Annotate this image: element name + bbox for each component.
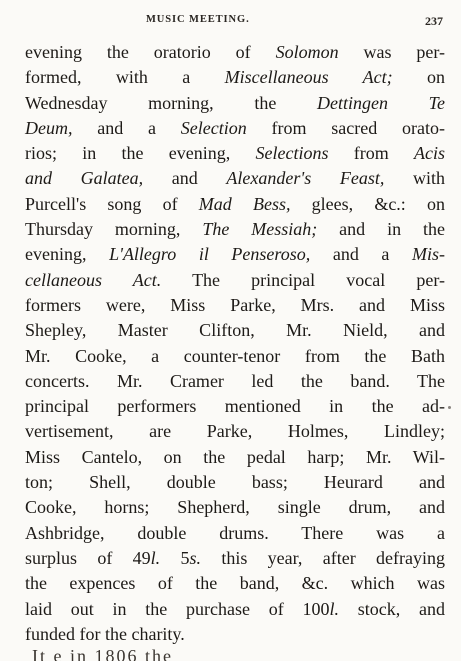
running-head [0, 14, 461, 34]
italic-run: Alexander's Feast, [226, 168, 385, 189]
page-number: 237 [425, 14, 443, 28]
text-run: vertisement, are Parke, Holmes, Lindley; [25, 421, 445, 442]
text-run: The principal vocal per- [161, 269, 445, 290]
text-line [25, 65, 445, 90]
text-line [25, 571, 445, 596]
text-line [25, 268, 445, 293]
text-run: Ashbridge, double drums. There was a [25, 522, 445, 543]
text-run: Mr. Cooke, a counter-tenor from the Bath [25, 345, 445, 366]
text-line [25, 192, 445, 217]
text-run: Shepley, Master Clifton, Mr. Nield, and [25, 320, 445, 341]
text-run: Purcell's song of [25, 193, 199, 214]
text-run: laid out in the purchase of 100 [25, 598, 330, 619]
text-run: ton; Shell, double bass; Heurard and [25, 472, 445, 493]
text-run: Wednesday morning, the [25, 92, 317, 113]
text-run: was per- [338, 42, 445, 62]
italic-run: L'Allegro il Penseroso, [109, 244, 311, 265]
text-run: stock, and [339, 598, 445, 619]
text-line [25, 495, 445, 520]
text-run: and a [310, 244, 413, 265]
text-line [25, 116, 445, 141]
italic-run: The Messiah; [202, 219, 318, 240]
text-line [25, 369, 445, 394]
text-run: from [328, 143, 414, 164]
text-line [25, 166, 445, 191]
cut-off-line [32, 647, 432, 661]
text-run: evening, [25, 244, 110, 265]
text-run: formers were, Miss Parke, Mrs. and Miss [25, 294, 445, 315]
body-text [25, 40, 445, 647]
cut-off-line-text: It e in 1806 the [32, 647, 173, 661]
italic-run: Dettingen Te [317, 92, 445, 113]
text-run: funded for the charity. [25, 623, 185, 644]
italic-run: Selections [255, 143, 329, 164]
text-run: from sacred orato- [246, 117, 445, 138]
text-run: evening the oratorio of [25, 42, 276, 62]
italic-run: cellaneous Act. [25, 269, 162, 290]
italic-run: Acis [413, 143, 445, 164]
text-run: principal performers mentioned in the ad- [25, 396, 445, 417]
italic-run: Deum, [25, 117, 73, 138]
text-line [25, 470, 445, 495]
text-run: with [384, 168, 445, 189]
text-run: and [143, 168, 227, 189]
text-run: on [392, 67, 446, 88]
text-run: glees, &c.: on [290, 193, 445, 214]
text-line [25, 217, 445, 242]
text-line [25, 419, 445, 444]
text-line [25, 91, 445, 116]
italic-run: Miscellaneous Act; [224, 67, 393, 88]
italic-run: Solomon [275, 42, 339, 62]
text-run: Miss Cantelo, on the pedal harp; Mr. Wil- [25, 446, 445, 467]
italic-run: l. [329, 598, 339, 619]
text-run: and in the [317, 219, 445, 240]
text-line [25, 546, 445, 571]
text-run: Thursday morning, [25, 219, 203, 240]
text-run: this year, after defraying [201, 547, 446, 568]
text-line [25, 445, 445, 470]
paper-speck [448, 406, 451, 409]
text-run: 5 [160, 547, 190, 568]
italic-run: Mis- [412, 244, 446, 265]
text-line [25, 521, 445, 546]
text-run: concerts. Mr. Cramer led the band. The [25, 370, 445, 391]
text-run: rios; in the evening, [25, 143, 256, 164]
text-line [25, 141, 445, 166]
text-run: Cooke, horns; Shepherd, single drum, and [25, 497, 445, 518]
running-title: MUSIC MEETING. [146, 14, 250, 25]
italic-run: Mad Bess, [198, 193, 291, 214]
text-run: surplus of 49 [25, 547, 151, 568]
italic-run: l. [150, 547, 161, 568]
text-line [25, 344, 445, 369]
italic-run: Selection [180, 117, 247, 138]
text-line [25, 394, 445, 419]
text-line [25, 40, 445, 65]
text-line [25, 318, 445, 343]
text-line [25, 242, 445, 267]
text-run: formed, with a [25, 67, 225, 88]
text-run: and a [72, 117, 181, 138]
italic-run: and Galatea, [25, 168, 144, 189]
text-line [25, 597, 445, 622]
italic-run: s. [189, 547, 202, 568]
text-line [25, 293, 445, 318]
text-line [25, 622, 445, 647]
text-run: the expences of the band, &c. which was [25, 573, 445, 594]
